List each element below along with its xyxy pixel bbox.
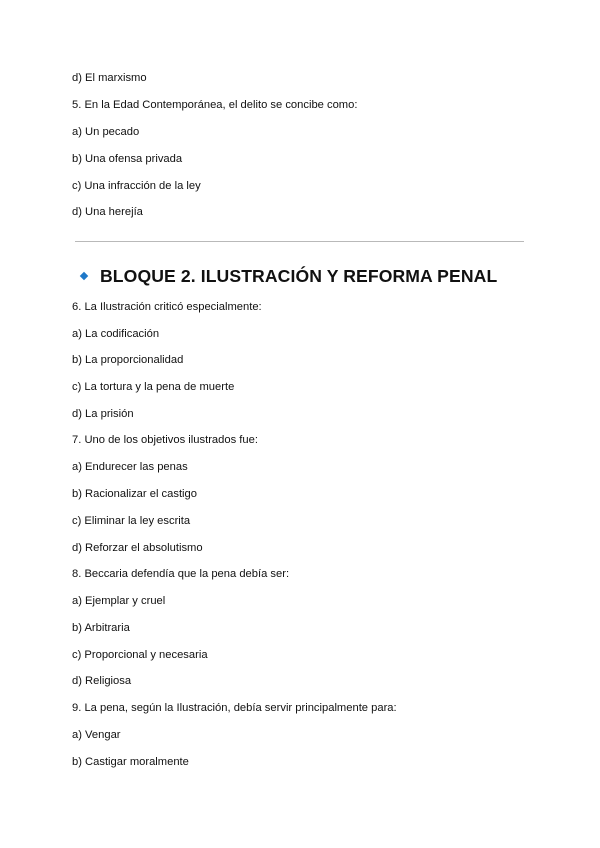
answer-option: d) La prisión xyxy=(72,408,134,420)
answer-option: a) Endurecer las penas xyxy=(72,461,188,473)
section-heading xyxy=(78,265,497,287)
answer-option: a) Vengar xyxy=(72,729,121,741)
question-text: 9. La pena, según la Ilustración, debía servir principalmente para: xyxy=(72,702,397,714)
answer-option: a) Un pecado xyxy=(72,126,140,138)
answer-option: c) La tortura y la pena de muerte xyxy=(72,381,235,393)
answer-option: d) Reforzar el absolutismo xyxy=(72,542,203,554)
section-heading-text: BLOQUE 2. ILUSTRACIÓN Y REFORMA PENAL xyxy=(100,265,498,286)
question-text: 8. Beccaria defendía que la pena debía ser: xyxy=(72,568,290,580)
answer-option: c) Proporcional y necesaria xyxy=(72,649,208,661)
answer-option: a) La codificación xyxy=(72,328,160,340)
answer-option: b) Racionalizar el castigo xyxy=(72,488,197,500)
question-text: 5. En la Edad Contemporánea, el delito se concibe como: xyxy=(72,99,358,111)
answer-option: c) Una infracción de la ley xyxy=(72,180,201,192)
section-divider xyxy=(75,241,524,242)
answer-option: b) Castigar moralmente xyxy=(72,756,189,768)
answer-option: d) Una herejía xyxy=(72,206,143,218)
question-text: 7. Uno de los objetivos ilustrados fue: xyxy=(72,434,258,446)
question-text: 6. La Ilustración criticó especialmente: xyxy=(72,301,262,313)
answer-option: d) Religiosa xyxy=(72,675,132,687)
answer-option: d) El marxismo xyxy=(72,72,147,84)
answer-option: b) Arbitraria xyxy=(72,622,130,634)
diamond-bullet-icon xyxy=(80,272,88,280)
answer-option: c) Eliminar la ley escrita xyxy=(72,515,191,527)
answer-option: b) Una ofensa privada xyxy=(72,153,183,165)
answer-option: a) Ejemplar y cruel xyxy=(72,595,166,607)
answer-option: b) La proporcionalidad xyxy=(72,354,184,366)
